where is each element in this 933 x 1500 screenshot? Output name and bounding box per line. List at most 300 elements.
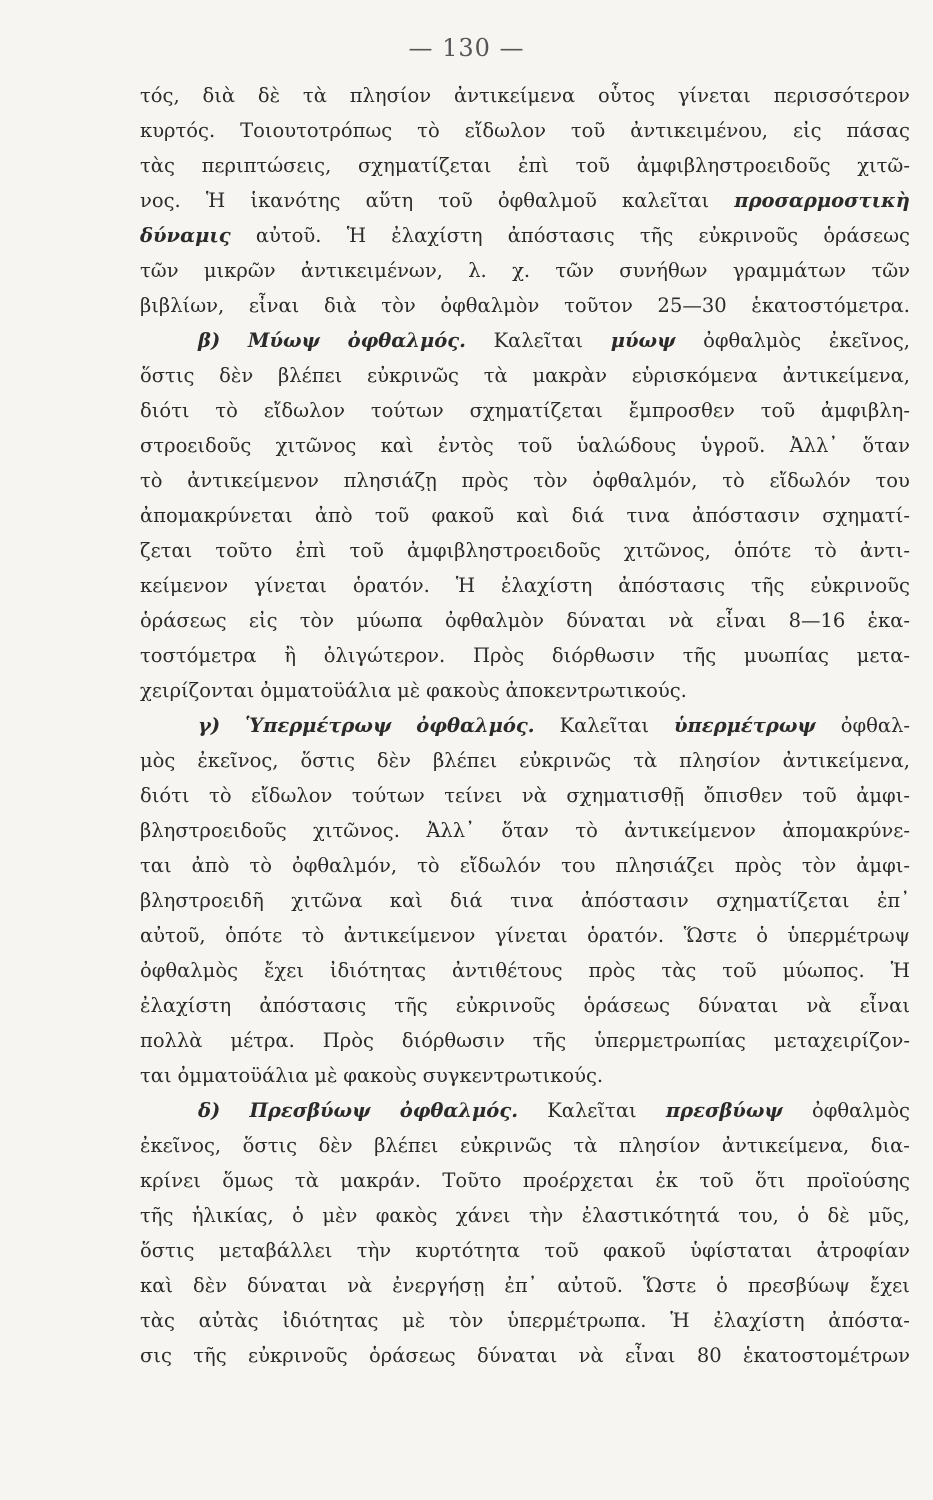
word: ἀντικείμενον <box>187 469 319 492</box>
word: ἀντικειμένων, <box>300 259 443 282</box>
word: μικρῶν <box>203 259 276 282</box>
word: τοῦ <box>575 154 611 177</box>
word: πάσας <box>846 119 910 142</box>
word: δὲν <box>219 364 254 387</box>
word: χιτῶ- <box>857 154 910 177</box>
word: μεταχειρίζον- <box>773 1029 910 1052</box>
word: ὀμματοϋάλια <box>177 1064 309 1087</box>
word: πρὸς <box>461 469 509 492</box>
word: Τοιουτοτρόπως <box>240 119 393 142</box>
word: μεταβάλλει <box>218 1239 333 1262</box>
word: ὀφθαλμόν, <box>592 469 698 492</box>
word: ἀπομακρύνεται <box>140 504 293 527</box>
text-line <box>140 323 910 358</box>
text-line <box>140 1338 910 1373</box>
word: δὲ <box>257 84 281 107</box>
word: εἰς <box>792 119 822 142</box>
word: μυωπίας <box>743 644 829 667</box>
word: δύναται <box>247 1274 328 1297</box>
word: ἀντικείμενα <box>453 84 576 107</box>
text-line <box>140 568 910 603</box>
word: ζεται <box>140 539 193 562</box>
word: ται <box>140 1064 172 1087</box>
text-line <box>140 1233 910 1268</box>
text-line <box>140 218 910 253</box>
word: ὁράσεως <box>369 1344 456 1367</box>
text-line <box>140 1303 910 1338</box>
word: τῶν <box>140 259 179 282</box>
word: διὰ <box>202 84 236 107</box>
word: Ἡ <box>670 1309 690 1332</box>
word: ἀντικείμενον <box>343 924 476 947</box>
word: τὸν <box>299 609 335 632</box>
word: προϊούσης <box>806 1169 910 1192</box>
word: καλεῖται <box>622 189 710 212</box>
text-line <box>140 1163 910 1198</box>
word: ἀμφιβληστροειδοῦς <box>636 154 831 177</box>
word: εἴδωλον <box>464 119 546 142</box>
word: ὀφθαλμόν, <box>291 854 398 877</box>
word: του, <box>738 1204 779 1227</box>
word: τούτων <box>370 399 444 422</box>
word: ἀντικειμένου, <box>630 119 769 142</box>
word: μέτρα. <box>230 1029 295 1052</box>
word: ὁ <box>716 1274 728 1297</box>
word: ἀπὸ <box>314 504 353 527</box>
word: ὀφθαλμός. <box>416 714 535 737</box>
word: πρεσβύωψ <box>747 1274 850 1297</box>
word: τὰ <box>483 364 508 387</box>
word: μὲ <box>314 1064 338 1087</box>
word: γίνεται <box>494 924 568 947</box>
word: Ὑπερμέτρωψ <box>245 714 392 737</box>
word: τοῦ <box>349 539 384 562</box>
word: τὸ <box>417 119 440 142</box>
word: ἀμφι- <box>856 854 910 877</box>
word: ὀφθαλμοῦ <box>497 189 597 212</box>
word: ἀντικείμενα, <box>782 364 910 387</box>
word: περισσότερον <box>773 84 910 107</box>
word: κυρτός. <box>140 119 216 142</box>
word: ἐνεργήσῃ <box>392 1274 485 1297</box>
word: Ὥστε <box>683 924 737 947</box>
word: ἐκεῖνος, <box>828 329 910 352</box>
word: ὁ <box>756 924 769 947</box>
word: περιπτώσεις, <box>201 154 332 177</box>
word: νὰ <box>578 1344 604 1367</box>
word: δύναται <box>477 1344 558 1367</box>
word: μακράν. <box>340 1169 421 1192</box>
text-line <box>140 603 910 638</box>
word: ὑαλώδους <box>576 434 677 457</box>
text-line <box>140 743 910 778</box>
word: μὸς <box>140 749 176 772</box>
word: ὅστις <box>300 749 355 772</box>
word: χιτῶνος <box>275 434 357 457</box>
word: ἰδιότητας <box>329 959 427 982</box>
word: τῆς <box>193 1344 227 1367</box>
text-line <box>140 813 910 848</box>
word: ἀμφι- <box>856 784 910 807</box>
word: σχηματίζεται <box>469 399 603 422</box>
page-number: — 130 — <box>408 34 525 62</box>
word: τοστόμετρα <box>140 644 257 667</box>
word: μὲ <box>397 679 421 702</box>
word: φακοῦ <box>431 504 495 527</box>
word: Τοῦτο <box>442 1169 502 1192</box>
word: τοῦ <box>699 1169 734 1192</box>
word: ὁ <box>797 1204 810 1227</box>
word: τοῦ <box>570 119 606 142</box>
word: νος. <box>140 189 181 212</box>
word: τινα <box>510 889 554 912</box>
word: γίνεται <box>254 574 327 597</box>
text-line <box>140 358 910 393</box>
word: βλέπει <box>432 749 498 772</box>
word: Ἀλλ᾽ <box>426 819 475 842</box>
word: δὲ <box>827 1204 850 1227</box>
word: ἢ <box>284 644 297 667</box>
word: τινα <box>626 504 670 527</box>
text-line <box>140 253 910 288</box>
word: συγκεντρωτικούς. <box>422 1064 604 1087</box>
word: εἴδωλον <box>263 399 346 422</box>
word: εὐκρινοῦς <box>698 224 799 247</box>
word: ὀφθαλ- <box>840 714 910 737</box>
word: Πρὸς <box>322 1029 374 1052</box>
word: ὀφθαλμὸς <box>811 1099 910 1122</box>
word: ὅταν <box>501 819 549 842</box>
word: ὀφθαλμὸν <box>440 294 540 317</box>
text-line <box>140 183 910 218</box>
word: τοῦ <box>517 434 553 457</box>
word: ὀλιγώτερον. <box>323 644 446 667</box>
word: ἐπ᾽ <box>504 1274 538 1297</box>
text-line <box>140 78 910 113</box>
word: τὸ <box>249 854 272 877</box>
word: εὑρισκόμενα <box>631 364 758 387</box>
word: εὐκρινοῦς <box>810 574 910 597</box>
word: δύναμις <box>140 224 231 247</box>
word: τείνει <box>444 784 503 807</box>
word: ἀντικείμενα, <box>721 1134 850 1157</box>
word: ἡλικίας, <box>191 1204 274 1227</box>
word: ὅστις <box>140 364 195 387</box>
word: καὶ <box>516 504 550 527</box>
word: ὀφθαλμὸς <box>703 329 802 352</box>
word: μὲ <box>402 1309 426 1332</box>
word: τῶν <box>555 259 594 282</box>
word: μύωπα <box>356 609 423 632</box>
word: 25—30 <box>657 294 727 317</box>
text-line <box>140 708 910 743</box>
word: Καλεῖται <box>547 1099 637 1122</box>
word: ὑπερμέτρωπα. <box>507 1309 647 1332</box>
word: Καλεῖται <box>493 329 584 352</box>
word: τὸ <box>575 819 598 842</box>
word: εἶναι <box>859 994 910 1017</box>
text-line <box>140 1058 910 1093</box>
word: ἀπομακρύνε- <box>782 819 910 842</box>
word: ἔχει <box>263 959 304 982</box>
text-line <box>140 883 910 918</box>
word: διά <box>571 504 605 527</box>
word: λ. <box>468 259 487 282</box>
word: ἔμπροσθεν <box>628 399 735 422</box>
word: τῆς <box>751 574 785 597</box>
word: βληστροειδῆ <box>140 889 264 912</box>
word: φακοὺς <box>426 679 500 702</box>
word: τὰ <box>573 1134 598 1157</box>
word: αὕτη <box>365 189 414 212</box>
word: βιβλίων, <box>140 294 225 317</box>
word: τὰ <box>633 749 658 772</box>
word: εὐκρινῶς <box>367 364 459 387</box>
text-line <box>140 918 910 953</box>
word: ἐλαχίστη <box>713 1309 805 1332</box>
word: εἴδωλόν <box>459 854 542 877</box>
word: ἐκ <box>655 1169 678 1192</box>
word: πρὸς <box>588 959 636 982</box>
text-line <box>140 1198 910 1233</box>
word: Πρεσβύωψ <box>249 1099 371 1122</box>
word: Μύωψ <box>247 329 320 352</box>
word: φακοὺς <box>343 1064 417 1087</box>
word: ὁπότε <box>225 924 283 947</box>
word: εἰς <box>248 609 278 632</box>
word: καὶ <box>389 889 423 912</box>
word: τὸν <box>533 469 568 492</box>
word: φακὸς <box>375 1204 438 1227</box>
word: ὁρατόν. <box>352 574 430 597</box>
word: πλησιάζῃ <box>343 469 437 492</box>
word: ὁράσεως <box>583 994 671 1017</box>
text-line <box>140 288 910 323</box>
word: Ἡ <box>346 224 367 247</box>
word: Ἀλλ᾽ <box>789 434 839 457</box>
word: εἶναι <box>625 1344 676 1367</box>
word: ἀντικείμενον <box>624 819 756 842</box>
word: ἔχει <box>869 1274 910 1297</box>
word: πρεσβύωψ <box>665 1099 783 1122</box>
word: ἀπόστασιν <box>692 504 800 527</box>
word: τὸν <box>449 1309 484 1332</box>
word: συνήθων <box>619 259 708 282</box>
word: ἐκεῖνος, <box>197 749 279 772</box>
word: τὰς <box>661 959 697 982</box>
word: διόρθωσιν <box>401 1029 505 1052</box>
word: κυρτότητα <box>415 1239 520 1262</box>
text-line <box>140 1128 910 1163</box>
word: κρίνει <box>140 1169 201 1192</box>
word: χιτῶνα <box>291 889 363 912</box>
word: πλησίον <box>349 84 432 107</box>
word: Ἡ <box>205 189 226 212</box>
word: ὅστις <box>140 1239 195 1262</box>
word: νὰ <box>806 994 832 1017</box>
word: ὅμως <box>222 1169 274 1192</box>
text-line <box>140 1268 910 1303</box>
word: Πρὸς <box>473 644 525 667</box>
word: πλησιάζει <box>615 854 715 877</box>
word: ὁ <box>292 1204 304 1227</box>
word: χειρίζονται <box>140 679 255 702</box>
word: τοῦτον <box>564 294 633 317</box>
word: 8—16 <box>788 609 846 632</box>
word: ἑκατοστομέτρων <box>743 1344 910 1367</box>
text-line <box>140 1093 910 1128</box>
word: ὁπότε <box>733 539 792 562</box>
word: β) <box>198 329 221 352</box>
word: ὀμματοϋάλια <box>260 679 392 702</box>
text-line <box>140 113 910 148</box>
word: διότι <box>140 399 190 422</box>
word: δια- <box>870 1134 910 1157</box>
word: τῆς <box>140 1204 174 1227</box>
word: κείμενον <box>140 574 229 597</box>
word: δ) <box>198 1099 221 1122</box>
word: δὲν <box>376 749 411 772</box>
word: ὅτι <box>755 1169 786 1192</box>
word: ὑπερμέτρωψ <box>674 714 816 737</box>
word: τὸ <box>814 539 837 562</box>
word: ὀφθαλμὸς <box>140 959 238 982</box>
word: ὀφθαλμός. <box>347 329 466 352</box>
word: δὲν <box>192 1274 228 1297</box>
word: τοῦ <box>374 504 410 527</box>
word: ἀμφιβλη- <box>820 399 910 422</box>
word: ἐπὶ <box>295 539 327 562</box>
word: ὑπερμετρωπίας <box>594 1029 746 1052</box>
word: του <box>875 469 910 492</box>
word: ἀπόστασιν <box>580 889 689 912</box>
word: προσαρμοστικὴ <box>734 189 910 212</box>
word: ἀπὸ <box>191 854 230 877</box>
word: βλέπει <box>374 1134 439 1157</box>
word: τὸν <box>381 294 416 317</box>
text-line <box>140 463 910 498</box>
word: τὸ <box>215 399 238 422</box>
word: διά <box>450 889 483 912</box>
word: ἰδιότητας <box>282 1309 379 1332</box>
word: νὰ <box>347 1274 373 1297</box>
word: ἐκεῖνος, <box>140 1134 222 1157</box>
word: δύναται <box>698 994 779 1017</box>
word: σχηματίζεται <box>716 889 850 912</box>
word: καὶ <box>140 1274 174 1297</box>
text-line <box>140 848 910 883</box>
word: διόρθωσιν <box>551 644 655 667</box>
word: τὸ <box>722 469 745 492</box>
word: τῆς <box>532 1029 567 1052</box>
word: ὄπισθεν <box>703 784 783 807</box>
word: ἐλαχίστη <box>140 994 232 1017</box>
word: αὐτοῦ. <box>557 1274 623 1297</box>
word: πλησίον <box>618 1134 701 1157</box>
word: ἑκατοστόμετρα. <box>751 294 910 317</box>
word: τούτων <box>351 784 425 807</box>
word: πρὸς <box>734 854 782 877</box>
word: τοῦτο <box>215 539 273 562</box>
word: εὐκρινοῦς <box>455 994 556 1017</box>
word: διὰ <box>324 294 357 317</box>
text-line <box>140 393 910 428</box>
word: στροειδοῦς <box>140 434 252 457</box>
word: ἐλαχίστη <box>501 574 593 597</box>
word: τὰ <box>302 84 327 107</box>
word: σχηματί- <box>822 504 910 527</box>
word: ὑφίσταται <box>690 1239 793 1262</box>
word: αὐτὰς <box>198 1309 259 1332</box>
word: τοῦ <box>722 959 757 982</box>
word: Καλεῖται <box>559 714 650 737</box>
word: ὁράσεως <box>140 609 227 632</box>
word: εὐκρινοῦς <box>248 1344 348 1367</box>
word: ἐλαχίστη <box>391 224 483 247</box>
word: ὑγροῦ. <box>700 434 766 457</box>
word: ται <box>140 854 172 877</box>
word: ἀτροφίαν <box>816 1239 910 1262</box>
word: αὐτοῦ, <box>140 924 206 947</box>
word: εἶναι <box>248 294 300 317</box>
word: τοῦ <box>438 189 473 212</box>
word: τὸ <box>301 924 325 947</box>
word: ὑπερμέτρωψ <box>787 924 910 947</box>
word: ἀντικείμενα, <box>782 749 910 772</box>
word: γραμμάτων <box>732 259 847 282</box>
word: ἀμφιβληστροειδοῦς <box>407 539 601 562</box>
word: εἶναι <box>715 609 767 632</box>
text-line <box>140 428 910 463</box>
word: ἑκα- <box>867 609 910 632</box>
word: του <box>561 854 596 877</box>
word: ἀπόστασις <box>618 574 726 597</box>
text-line <box>140 533 910 568</box>
word: ἐλαστικότητά <box>581 1204 720 1227</box>
word: 80 <box>696 1344 722 1367</box>
word: τὸ <box>417 854 440 877</box>
word: ὅταν <box>862 434 910 457</box>
word: τῆς <box>682 644 717 667</box>
word: ὁρατόν. <box>587 924 665 947</box>
word: ἐντὸς <box>437 434 494 457</box>
word: τὸ <box>140 469 163 492</box>
word: μακρὰν <box>532 364 607 387</box>
word: δὲν <box>318 1134 353 1157</box>
text-line <box>140 498 910 533</box>
text-line <box>140 953 910 988</box>
word: τὴν <box>356 1239 392 1262</box>
word: πολλὰ <box>140 1029 203 1052</box>
word: βληστροειδοῦς <box>140 819 287 842</box>
word: σχηματισθῇ <box>566 784 685 807</box>
word: εὐκρινῶς <box>519 749 612 772</box>
text-line <box>140 1023 910 1058</box>
word: γίνεται <box>677 84 751 107</box>
word: μετα- <box>856 644 910 667</box>
word: χάνει <box>455 1204 511 1227</box>
word: τῆς <box>639 224 674 247</box>
word: καὶ <box>380 434 414 457</box>
word: Ἡ <box>455 574 476 597</box>
word: τῶν <box>871 259 910 282</box>
word: γ) <box>198 714 221 737</box>
word: τῆς <box>394 994 428 1017</box>
word: τὰ <box>294 1169 319 1192</box>
word: ὅστις <box>242 1134 298 1157</box>
word: ἀπόστασις <box>507 224 615 247</box>
word: ἐπὶ <box>518 154 549 177</box>
